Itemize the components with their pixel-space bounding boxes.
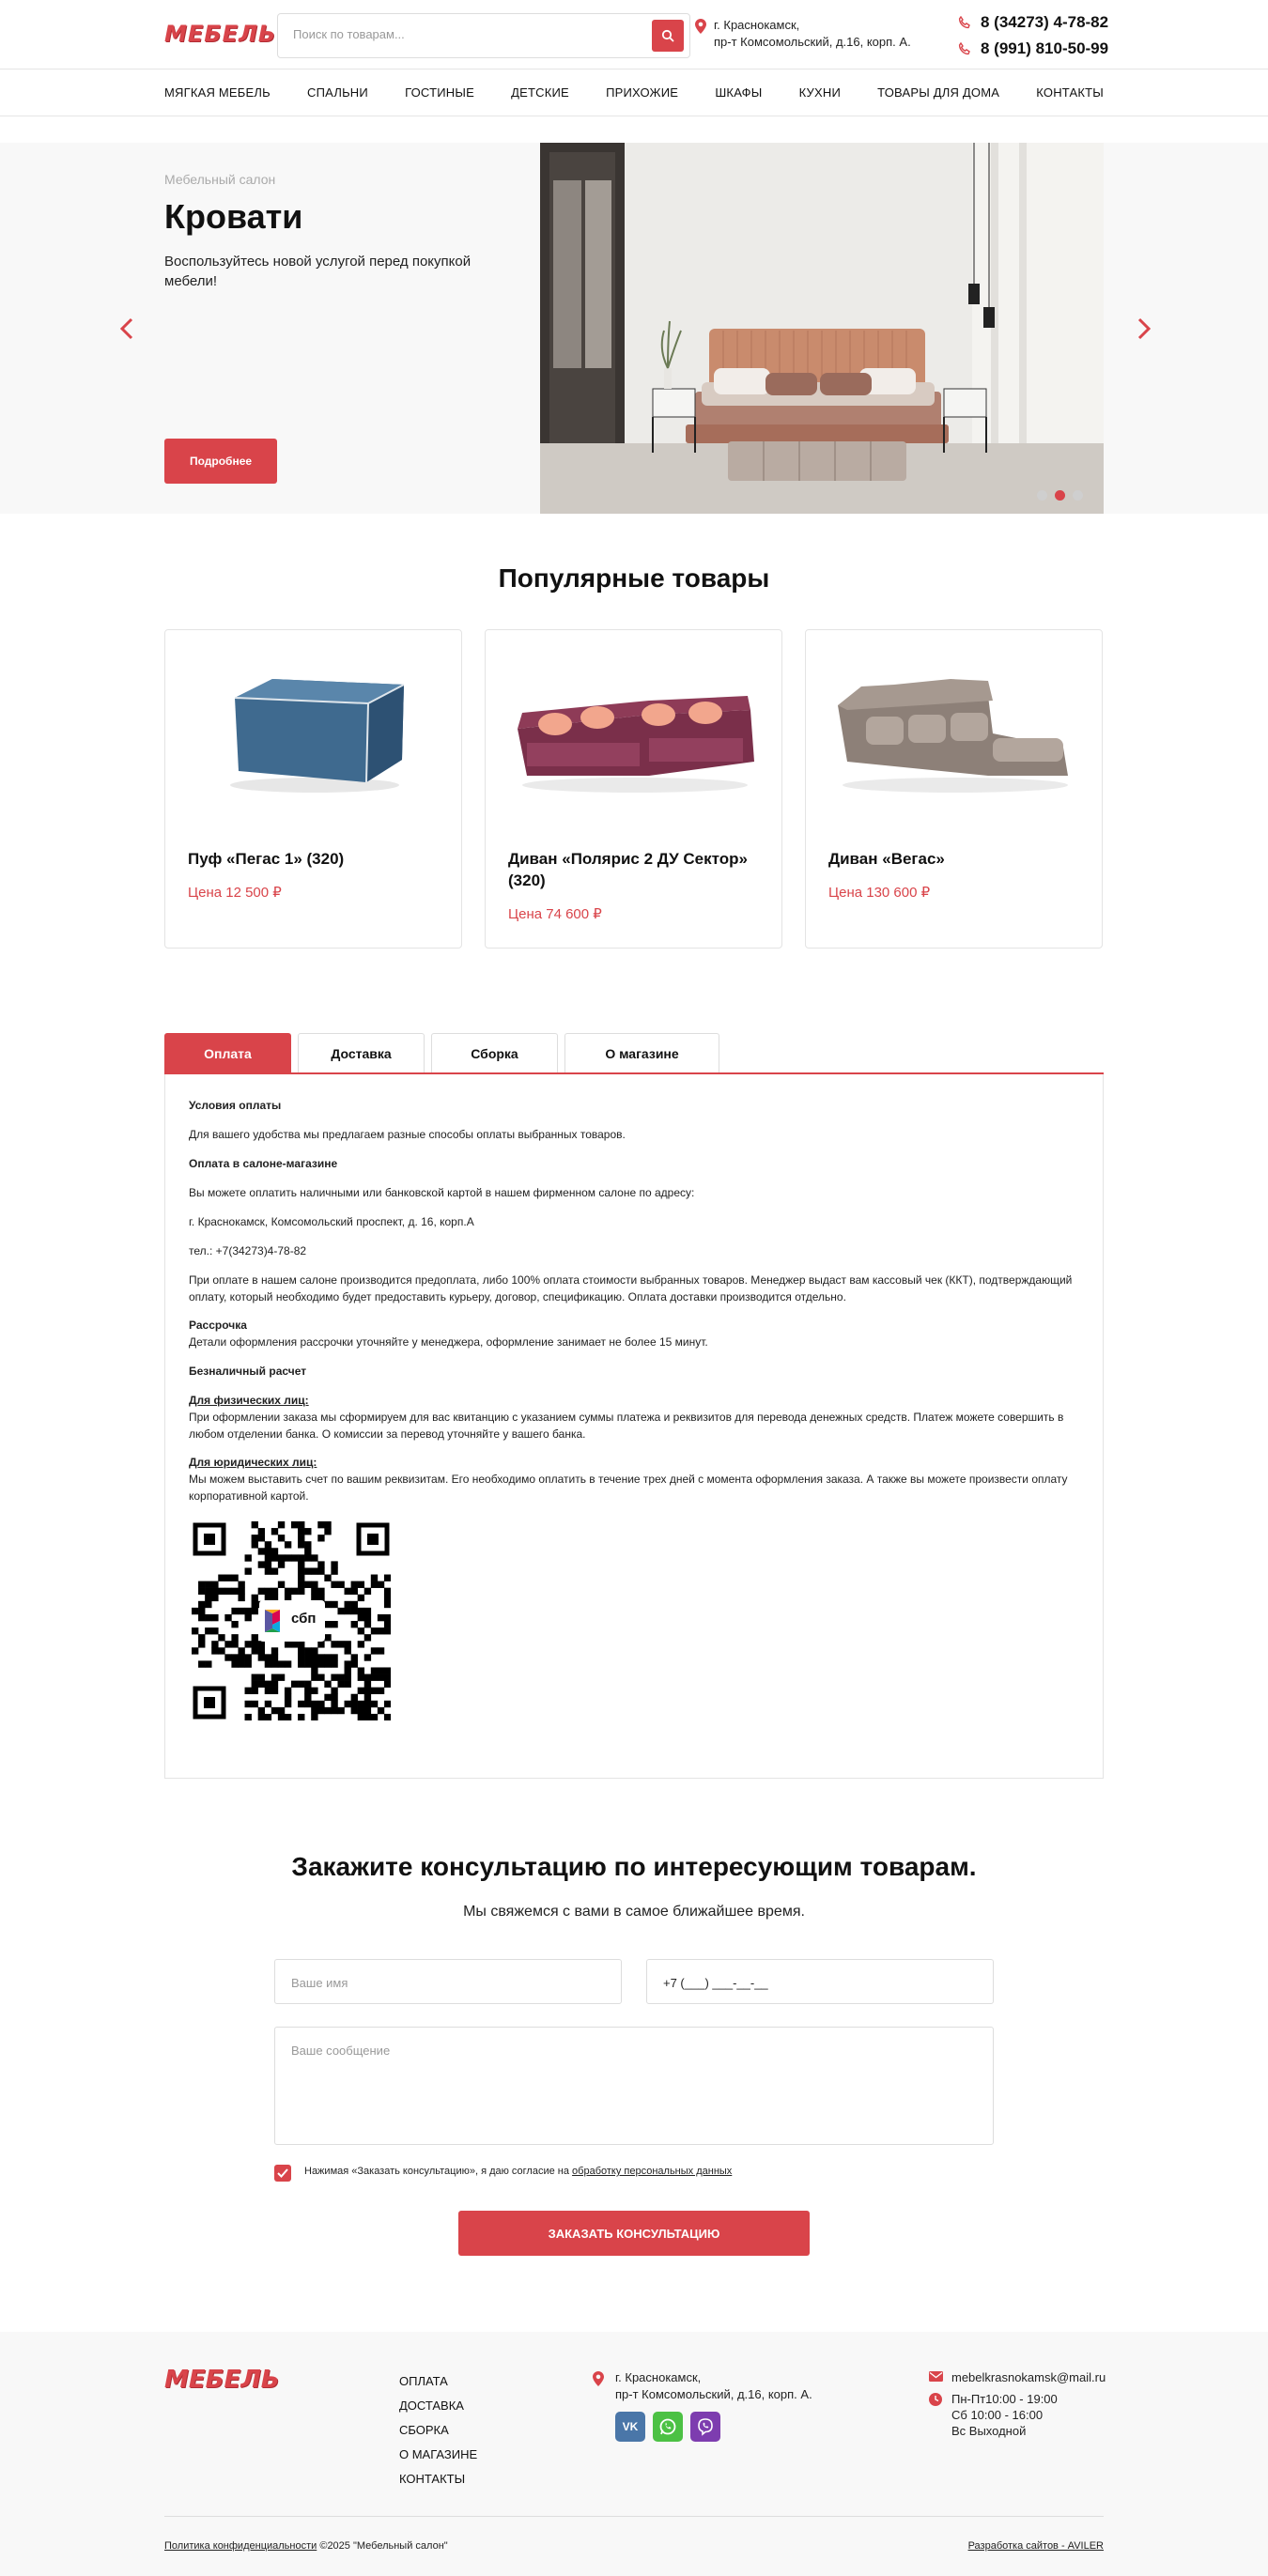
payment-heading-legal: Для юридических лиц: <box>189 1456 317 1469</box>
footer-hours-sunday: Вс Выходной <box>951 2424 1027 2438</box>
payment-heading-conditions: Условия оплаты <box>189 1099 282 1112</box>
header-address <box>714 17 911 51</box>
hero-slider <box>0 143 1268 514</box>
payment-heading-individuals: Для физических лиц: <box>189 1394 309 1407</box>
consent-text <box>304 2166 732 2177</box>
search-icon <box>661 29 674 42</box>
product-price: Цена 12 500 ₽ <box>188 885 282 901</box>
popular-cards <box>164 629 1104 949</box>
footer-link-about[interactable]: О МАГАЗИНЕ <box>399 2447 478 2461</box>
consult-subtitle: Мы свяжемся с вами в самое ближайшее время. <box>463 1904 805 1920</box>
nav-item-soft-furniture[interactable]: МЯГКАЯ МЕБЕЛЬ <box>164 85 271 100</box>
footer-hours-weekdays: Пн-Пт10:00 - 19:00 <box>951 2392 1058 2406</box>
info-tabs <box>164 1033 1104 1074</box>
search-button[interactable] <box>652 20 684 52</box>
footer-email[interactable] <box>951 2369 1106 2385</box>
slider-next-icon[interactable] <box>1135 315 1153 343</box>
payment-heading-salon: Оплата в салоне-магазине <box>189 1157 338 1170</box>
product-price: Цена 74 600 ₽ <box>508 906 602 922</box>
address-line-1: г. Краснокамск, <box>714 18 800 32</box>
nav-item-hallways[interactable]: ПРИХОЖИЕ <box>606 85 679 100</box>
message-textarea[interactable]: Ваше сообщение <box>274 2027 994 2145</box>
privacy-data-link[interactable]: обработку персональных данных <box>572 2166 733 2177</box>
footer-menu <box>399 2369 477 2491</box>
footer-hours <box>951 2391 1106 2439</box>
social-links <box>615 2412 720 2442</box>
product-card[interactable] <box>805 629 1103 949</box>
product-card[interactable] <box>485 629 782 949</box>
developer-link[interactable]: Разработка сайтов - AVILER <box>967 2540 1104 2552</box>
popular-title: Популярные товары <box>498 563 770 593</box>
hero-image-bedroom <box>540 143 1104 514</box>
order-consultation-button[interactable]: ЗАКАЗАТЬ КОНСУЛЬТАЦИЮ <box>458 2211 810 2256</box>
footer-address-line-1: г. Краснокамск, <box>615 2370 702 2384</box>
slider-dot-1[interactable] <box>1037 490 1047 501</box>
phone-1-text: 8 (34273) 4-78-82 <box>981 13 1109 31</box>
consent-checkbox[interactable] <box>274 2165 291 2182</box>
sbp-qr-code <box>192 1521 391 1720</box>
footer-email-text: mebelkrasnokamsk@mail.ru <box>951 2370 1106 2384</box>
tab-delivery[interactable]: Доставка <box>298 1033 425 1072</box>
vk-icon[interactable]: VK <box>615 2412 645 2442</box>
payment-text-legal: Мы можем выставить счет по вашим реквизитам. Его необходимо оплатить в течение трех дней с момента оформления заказа. А также вы можете произвести оплату корпоративной картой. <box>189 1473 1068 1503</box>
payment-text-installment: Детали оформления рассрочки уточняйте у менеджера, оформление занимает не более 15 минут. <box>189 1335 708 1349</box>
phone-2-text: 8 (991) 810-50-99 <box>981 39 1109 57</box>
header-phones <box>958 9 1108 62</box>
privacy-policy-link[interactable]: Политика конфиденциальности <box>164 2540 317 2552</box>
footer-contacts <box>951 2369 1106 2445</box>
phone-input[interactable]: +7 (___) ___-__-__ <box>646 1959 994 2004</box>
nav-item-living-rooms[interactable]: ГОСТИНЫЕ <box>405 85 474 100</box>
mail-icon <box>929 2371 943 2382</box>
tab-assembly[interactable]: Сборка <box>431 1033 558 1072</box>
map-pin-icon <box>593 2371 604 2386</box>
footer-hours-saturday: Сб 10:00 - 16:00 <box>951 2408 1044 2422</box>
footer-link-assembly[interactable]: СБОРКА <box>399 2423 449 2437</box>
nav-item-wardrobes[interactable]: ШКАФЫ <box>715 85 763 100</box>
consult-title: Закажите консультацию по интересующим товарам. <box>291 1852 977 1881</box>
phone-icon <box>958 42 971 55</box>
logo[interactable]: МЕБЕЛЬ <box>164 21 277 47</box>
slider-dots <box>1037 490 1083 501</box>
sbp-logo-text: сбп <box>291 1611 317 1627</box>
tab-payment[interactable]: Оплата <box>164 1033 291 1072</box>
footer <box>0 2332 1268 2576</box>
product-name[interactable]: Диван «Полярис 2 ДУ Сектор» (320) <box>508 850 748 889</box>
payment-text-conditions: Для вашего удобства мы предлагаем разные способы оплаты выбранных товаров. <box>189 1128 626 1141</box>
nav-item-home-goods[interactable]: ТОВАРЫ ДЛЯ ДОМА <box>877 85 1000 100</box>
phone-icon <box>958 16 971 29</box>
hero-subtitle: Мебельный салон <box>164 172 276 187</box>
payment-heading-cashless: Безналичный расчет <box>189 1365 307 1378</box>
product-name[interactable]: Диван «Вегас» <box>828 850 945 868</box>
footer-legal <box>164 2540 448 2552</box>
footer-link-delivery[interactable]: ДОСТАВКА <box>399 2399 464 2413</box>
payment-text-salon: Вы можете оплатить наличными или банковской картой в нашем фирменном салоне по адресу: <box>189 1186 695 1199</box>
hero-text: Воспользуйтесь новой услугой перед покупкой мебели! <box>164 254 472 289</box>
footer-divider <box>164 2516 1104 2517</box>
payment-text-address: г. Краснокамск, Комсомольский проспект, д. 16, корп.А <box>189 1215 474 1228</box>
clock-icon <box>929 2393 942 2406</box>
product-image-pouf <box>184 649 444 809</box>
hero-title: Кровати <box>164 197 303 236</box>
consent-text-prefix: Нажимая «Заказать консультацию», я даю согласие на <box>304 2166 573 2177</box>
product-image-sofa-vegas <box>825 649 1085 809</box>
main-nav <box>0 69 1268 116</box>
footer-logo[interactable]: МЕБЕЛЬ <box>164 2366 280 2394</box>
nav-item-kids[interactable]: ДЕТСКИЕ <box>511 85 569 100</box>
nav-item-bedrooms[interactable]: СПАЛЬНИ <box>307 85 368 100</box>
header <box>0 0 1268 69</box>
phone-2[interactable] <box>958 36 1108 62</box>
footer-link-payment[interactable]: ОПЛАТА <box>399 2374 448 2388</box>
payment-text-phone: тел.: +7(34273)4-78-82 <box>189 1244 307 1257</box>
check-icon <box>277 2168 288 2178</box>
payment-heading-installment: Рассрочка <box>189 1319 247 1332</box>
footer-address-line-2: пр-т Комсомольский, д.16, корп. А. <box>615 2387 812 2401</box>
phone-1[interactable] <box>958 9 1108 36</box>
footer-address <box>615 2369 812 2403</box>
address-line-2: пр-т Комсомольский, д.16, корп. А. <box>714 35 911 49</box>
payment-text-individuals: При оформлении заказа мы сформируем для вас квитанцию с указанием суммы платежа и реквизитов для перевода денежных средств. Платеж можете совершить в любом отделении банка. О комиссии за перевод уточняйте у вашего банка. <box>189 1411 1064 1441</box>
whatsapp-icon[interactable] <box>653 2412 683 2442</box>
copyright: ©2025 "Мебельный салон" <box>317 2540 448 2552</box>
product-name[interactable]: Пуф «Пегас 1» (320) <box>188 850 345 868</box>
nav-item-kitchens[interactable]: КУХНИ <box>798 85 841 100</box>
slider-dot-2[interactable] <box>1055 490 1065 501</box>
nav-item-contacts[interactable]: КОНТАКТЫ <box>1036 85 1104 100</box>
product-price: Цена 130 600 ₽ <box>828 885 931 901</box>
product-image-sofa-polaris <box>504 649 765 809</box>
footer-link-contacts[interactable]: КОНТАКТЫ <box>399 2472 466 2486</box>
tab-about[interactable]: О магазине <box>564 1033 719 1072</box>
search-box <box>277 13 690 58</box>
map-pin-icon <box>695 19 706 34</box>
slider-prev-icon[interactable] <box>117 315 136 343</box>
viber-icon[interactable] <box>690 2412 720 2442</box>
hero-more-button[interactable]: Подробнее <box>164 439 277 484</box>
name-input[interactable]: Ваше имя <box>274 1959 622 2004</box>
slider-dot-3[interactable] <box>1073 490 1083 501</box>
product-card[interactable] <box>164 629 462 949</box>
developer-credit <box>968 2540 1104 2552</box>
search-input[interactable] <box>293 27 631 41</box>
tab-panel-payment <box>164 1074 1104 1779</box>
payment-text-prepay: При оплате в нашем салоне производится предоплата, либо 100% оплата стоимости выбранных товаров. Менеджер выдаст вам кассовый чек (ККТ), подтверждающий оплату, который необходимо будет предоставить курьеру, договор, спецификацию. Оплата доставки производится отдельно. <box>189 1273 1073 1303</box>
